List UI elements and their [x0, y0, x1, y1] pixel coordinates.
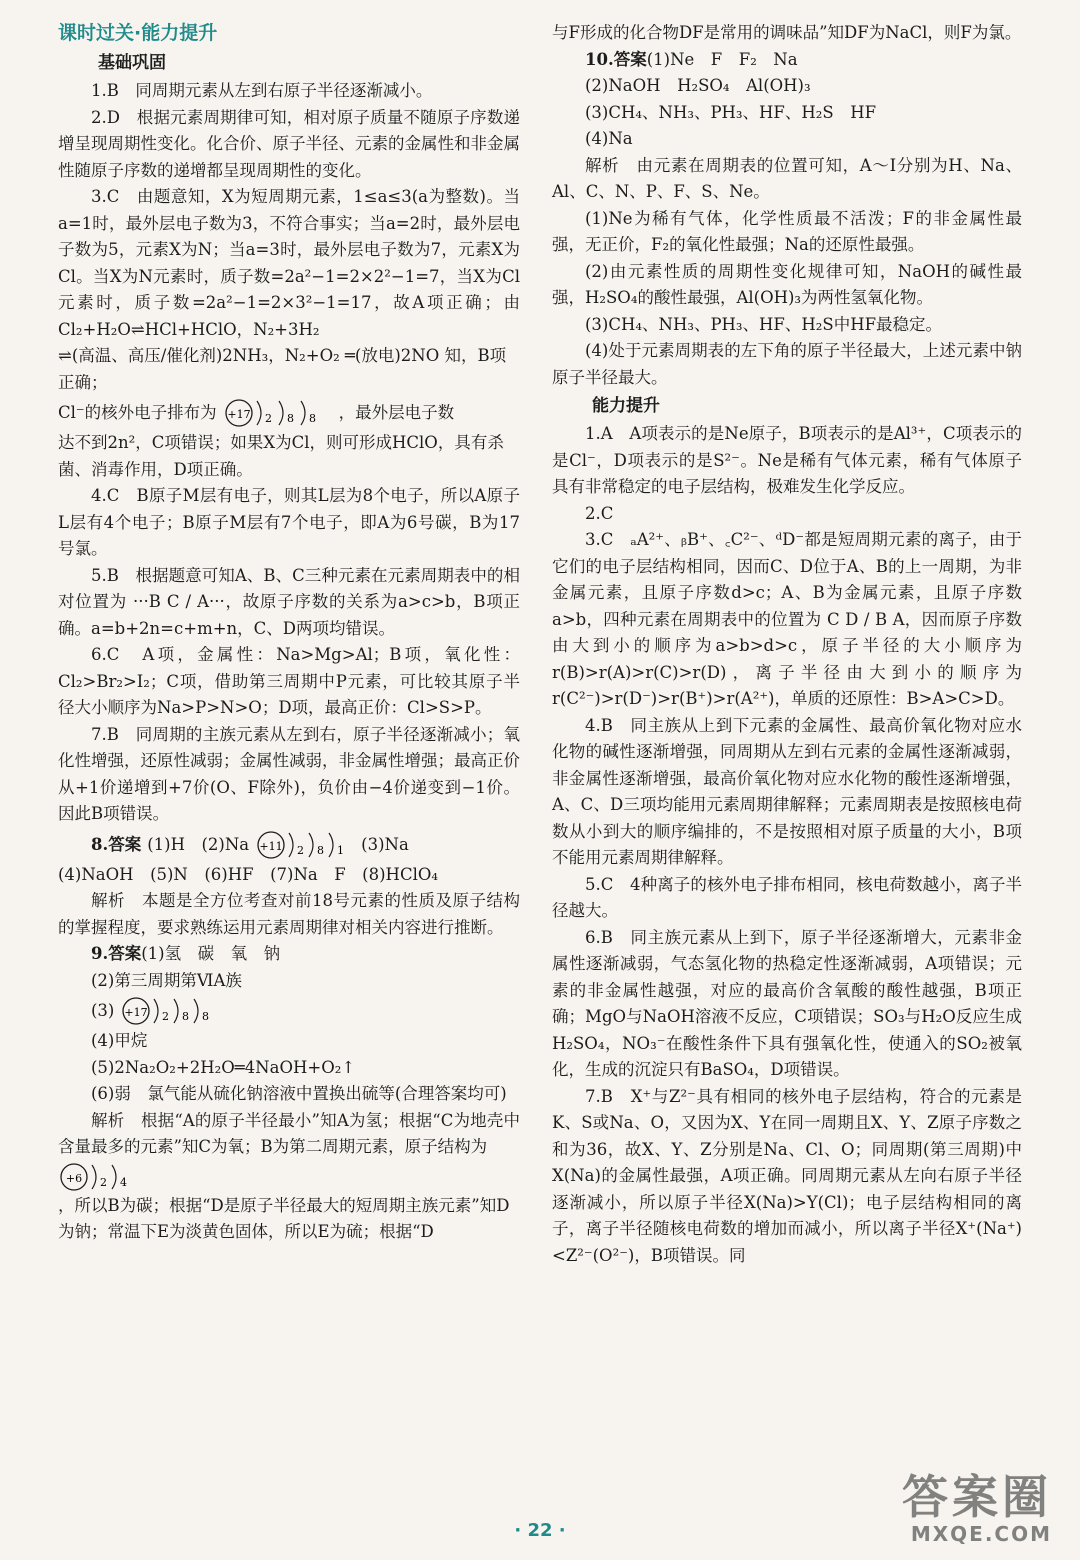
answer-10-exp-2: (2)由元素性质的周期性变化规律可知，NaOH的碱性最强，H₂SO₄的酸性最强，Al(OH)₃为两性氢氧化物。	[552, 261, 1022, 307]
answer-9-label: 9.答案	[91, 944, 142, 963]
answer-8-label: 8.答案	[91, 834, 142, 854]
shell-count: 2	[162, 1010, 170, 1023]
answer-9-part-5: (5)2Na₂O₂+2H₂O═4NaOH+O₂↑	[91, 1057, 356, 1077]
advanced-answer-3: 3.C ₐA²⁺、ᵦB⁺、꜀C²⁻、ᵈD⁻都是短周期元素的离子，由于它们的电子层结构相同，因而C、D位于A、B的上一周期，为非金属元素，且原子序数d>c；A、B为金属元素，且原子序数a>b，四种元素在周期表中的位置为 C D / B A，因而原子序数由大到小的顺序为a>b>d>c，原子半径的大小顺序为r(B)>r(A)>r(C)>r(D)，离子半径由大到小的顺序为r(C²⁻)>r(D⁻)>r(B⁺)>r(A²⁺)，单质的还原性：B>A>C>D。	[552, 530, 1022, 708]
answer-10-label-line	[552, 47, 1022, 74]
answer-9-label-line	[58, 941, 520, 968]
basic-heading: 基础巩固	[98, 53, 166, 73]
c-atom-line	[58, 1161, 520, 1193]
watermark-logo	[902, 1472, 1052, 1546]
shell-count: 8	[286, 412, 294, 425]
right-column	[552, 20, 1022, 1269]
cl-ion-line	[58, 396, 520, 430]
nucleus-charge: +6	[65, 1171, 83, 1185]
answer-10-part-2: (2)NaOH H₂SO₄ Al(OH)₃	[585, 76, 811, 95]
answer-10-exp-1: (1)Ne为稀有气体，化学性质最不活泼；F的非金属性最强，无正价，F₂的氧化性最强；Na的还原性最强。	[552, 208, 1022, 254]
watermark-main-text: 答案圈	[902, 1470, 1052, 1524]
answer-9-part-3	[58, 994, 520, 1028]
advanced-answer-5: 5.C 4种离子的核外电子排布相同，核电荷数越小，离子半径越大。	[552, 874, 1022, 920]
answer-3-part-d: 达不到2n²，C项错误；如果X为Cl，则可形成HClO，具有杀菌、消毒作用，D项正确。	[58, 433, 504, 479]
answer-9-part-2: (2)第三周期第ⅥA族	[91, 970, 242, 990]
answer-10-exp-3: (3)CH₄、NH₃、PH₃、HF、H₂S中HF最稳定。	[585, 314, 943, 334]
c-atom-diagram	[58, 1161, 134, 1193]
answer-9-part-3-label: (3)	[91, 1001, 115, 1020]
cl-ion-diagram-q9	[120, 995, 220, 1027]
answer-9-continued: 与F形成的化合物DF是常用的调味品”知DF为NaCl，则F为氯。	[552, 23, 1022, 42]
answer-9-part-6: (6)弱 氯气能从硫化钠溶液中置换出硫等(合理答案均可)	[91, 1084, 507, 1103]
advanced-heading: 能力提升	[592, 396, 660, 416]
shell-count: 1	[337, 843, 345, 857]
shell-count: 8	[202, 1010, 210, 1023]
shell-arc	[329, 833, 333, 857]
nucleus-charge: +17	[227, 408, 251, 421]
shell-arc	[112, 1165, 116, 1189]
watermark-sub-text: MXQE.COM	[910, 1522, 1052, 1546]
advanced-answer-2: 2.C	[585, 503, 614, 523]
shell-arc	[301, 401, 305, 425]
shell-arc	[92, 1165, 96, 1189]
shell-arc	[174, 999, 178, 1023]
answer-8-explanation: 解析 本题是全方位考查对前18号元素的性质及原子结构的掌握程度，要求熟练运用元素周期律对相关内容进行推断。	[58, 891, 520, 937]
shell-arc	[154, 999, 158, 1023]
advanced-answer-4: 4.B 同主族从上到下元素的金属性、最高价氧化物对应水化物的碱性逐渐增强，同周期从左到右元素的金属性逐渐减弱，非金属性逐渐增强，最高价氧化物对应水化物的酸性逐渐增强，A、C、D三项均能用元素周期律解释；元素周期表是按照核电荷数从小到大的顺序编排的，不是按照相对原子质量的大小，B项不能用元素周期律解释。	[552, 715, 1022, 867]
page-number: · 22 ·	[514, 1520, 566, 1541]
shell-arc	[257, 401, 261, 425]
answer-9-explanation-b: ，所以B为碳；根据“D是原子半径最大的短周期主族元素”知D为钠；常温下E为淡黄色固体，所以E为硫；根据“D	[58, 1195, 510, 1241]
shell-arc	[279, 401, 283, 425]
advanced-answer-1: 1.A A项表示的是Ne原子，B项表示的是Al³⁺，C项表示的是Cl⁻，D项表示的是S²⁻。Ne是稀有气体元素，稀有气体原子具有非常稳定的电子层结构，极难发生化学反应。	[552, 424, 1022, 496]
answer-9-part-4: (4)甲烷	[91, 1031, 148, 1050]
answer-6: 6.C A项，金属性：Na>Mg>Al；B项，氧化性：Cl₂>Br₂>I₂；C项，借助第三周期中P元素，可比较其原子半径大小顺序为Na>P>N>O；D项，最高正价：Cl>S>P。	[58, 645, 520, 717]
na-atom-diagram	[255, 829, 355, 861]
nucleus-charge: +17	[124, 1006, 148, 1019]
nucleus-charge: +11	[259, 839, 283, 853]
answer-10-part-4: (4)Na	[585, 129, 633, 148]
answer-8-items: (1)H (2)Na	[147, 834, 250, 854]
answer-10-exp-4: (4)处于元素周期表的左下角的原子半径最大，上述元素中钠原子半径最大。	[552, 341, 1022, 387]
answer-3-part-b: ⇌(高温、高压/催化剂)2NH₃，N₂+O₂ ═(放电)2NO 知，B项正确；	[58, 346, 507, 392]
answer-5: 5.B 根据题意可知A、B、C三种元素在元素周期表中的相对位置为 ···B C / A···，故原子序数的关系为a>c>b，B项正确。a=b+2n=c+m+n，C、D两项均错误。	[58, 565, 520, 638]
shell-count: 2	[264, 412, 272, 425]
answer-8-line-2: (4)NaOH (5)N (6)HF (7)Na F (8)HClO₄	[58, 864, 438, 884]
shell-arc	[194, 999, 198, 1023]
shell-arc	[289, 833, 293, 857]
shell-count: 8	[182, 1010, 190, 1023]
answer-7: 7.B 同周期的主族元素从左到右，原子半径逐渐减小；氧化性增强，还原性减弱；金属性减弱，非金属性增强；最高正价从+1价递增到+7价(O、F除外)，负价由−4价递变到−1价。因此B项错误。	[58, 724, 520, 823]
left-column	[58, 20, 520, 1246]
answer-3-part-a: 3.C 由题意知，X为短周期元素，1≤a≤3(a为整数)。当a=1时，最外层电子数为3，不符合事实；当a=2时，最外层电子数为5，元素X为N；当a=3时，最外层电子数为7，元素X为Cl。当X为N元素时，质子数=2a²−1=2×2²−1=7，当X为Cl元素时，质子数=2a²−1=2×3²−1=17，故A项正确；由Cl₂+H₂O⇌HCl+HClO，N₂+3H₂	[58, 187, 520, 339]
section-title: 课时过关·能力提升	[58, 22, 218, 44]
shell-count: 2	[100, 1175, 107, 1189]
cl-ion-suffix: ，最外层电子数	[338, 403, 455, 422]
answer-2: 2.D 根据元素周期律可知，相对原子质量不随原子序数递增呈现周期性变化。化合价、原子半径、元素的金属性和非金属性随原子序数的递增都呈现周期性的变化。	[58, 107, 520, 180]
answer-10-part-3: (3)CH₄、NH₃、PH₃、HF、H₂S HF	[585, 102, 877, 122]
shell-count: 2	[297, 843, 305, 857]
answer-8-line-1	[58, 828, 520, 862]
advanced-answer-7: 7.B X⁺与Z²⁻具有相同的核外电子层结构，符合的元素是K、S或Na、O，又因为X、Y在同一周期且X、Y、Z原子序数之和为36，故X、Y、Z分别是Na、Cl、O；同周期(第三周期)中X(Na)的金属性最强，A项正确。同周期元素从左向右原子半径逐渐减小，所以原子半径X(Na)>Y(Cl)；电子层结构相同的离子，离子半径随核电荷数的增加而减小，所以离子半径X⁺(Na⁺)<Z²⁻(O²⁻)，B项错误。同	[552, 1086, 1022, 1265]
shell-arc	[309, 833, 313, 857]
answer-4: 4.C B原子M层有电子，则其L层为8个电子，所以A原子L层有4个电子；B原子M层有7个电子，即A为6号碳，B为17号氯。	[58, 486, 520, 558]
advanced-answer-6: 6.B 同主族元素从上到下，原子半径逐渐增大，元素非金属性逐渐减弱，气态氢化物的热稳定性逐渐减弱，A项错误；元素的非金属性越强，对应的最高价含氧酸的酸性越强，B项正确；MgO与NaOH溶液不反应，C项错误；SO₃与H₂O反应生成H₂SO₄，NO₃⁻在酸性条件下具有强氧化性，使通入的SO₂被氧化，生成的沉淀只有BaSO₄，D项错误。	[552, 927, 1022, 1079]
answer-9-part-1: (1)氢 碳 氧 钠	[141, 944, 281, 963]
answer-1: 1.B 同周期元素从左到右原子半径逐渐减小。	[91, 81, 433, 100]
shell-count: 8	[317, 843, 325, 857]
shell-count: 4	[120, 1175, 127, 1189]
cl-ion-prefix: Cl⁻的核外电子排布为	[58, 403, 217, 422]
answer-10-label: 10.答案	[585, 49, 647, 69]
answer-9-explanation-a: 解析 根据“A的原子半径最小”知A为氢；根据“C为地壳中含量最多的元素”知C为氧；B为第二周期元素，原子结构为	[58, 1110, 520, 1156]
answer-10-explanation: 解析 由元素在周期表的位置可知，A～I分别为H、Na、Al、C、N、P、F、S、Ne。	[552, 155, 1022, 201]
answer-10-part-1: (1)Ne F F₂ Na	[646, 49, 798, 69]
cl-ion-diagram	[223, 397, 333, 429]
shell-count: 8	[308, 412, 316, 425]
answer-8-item-3: (3)Na	[361, 834, 409, 854]
